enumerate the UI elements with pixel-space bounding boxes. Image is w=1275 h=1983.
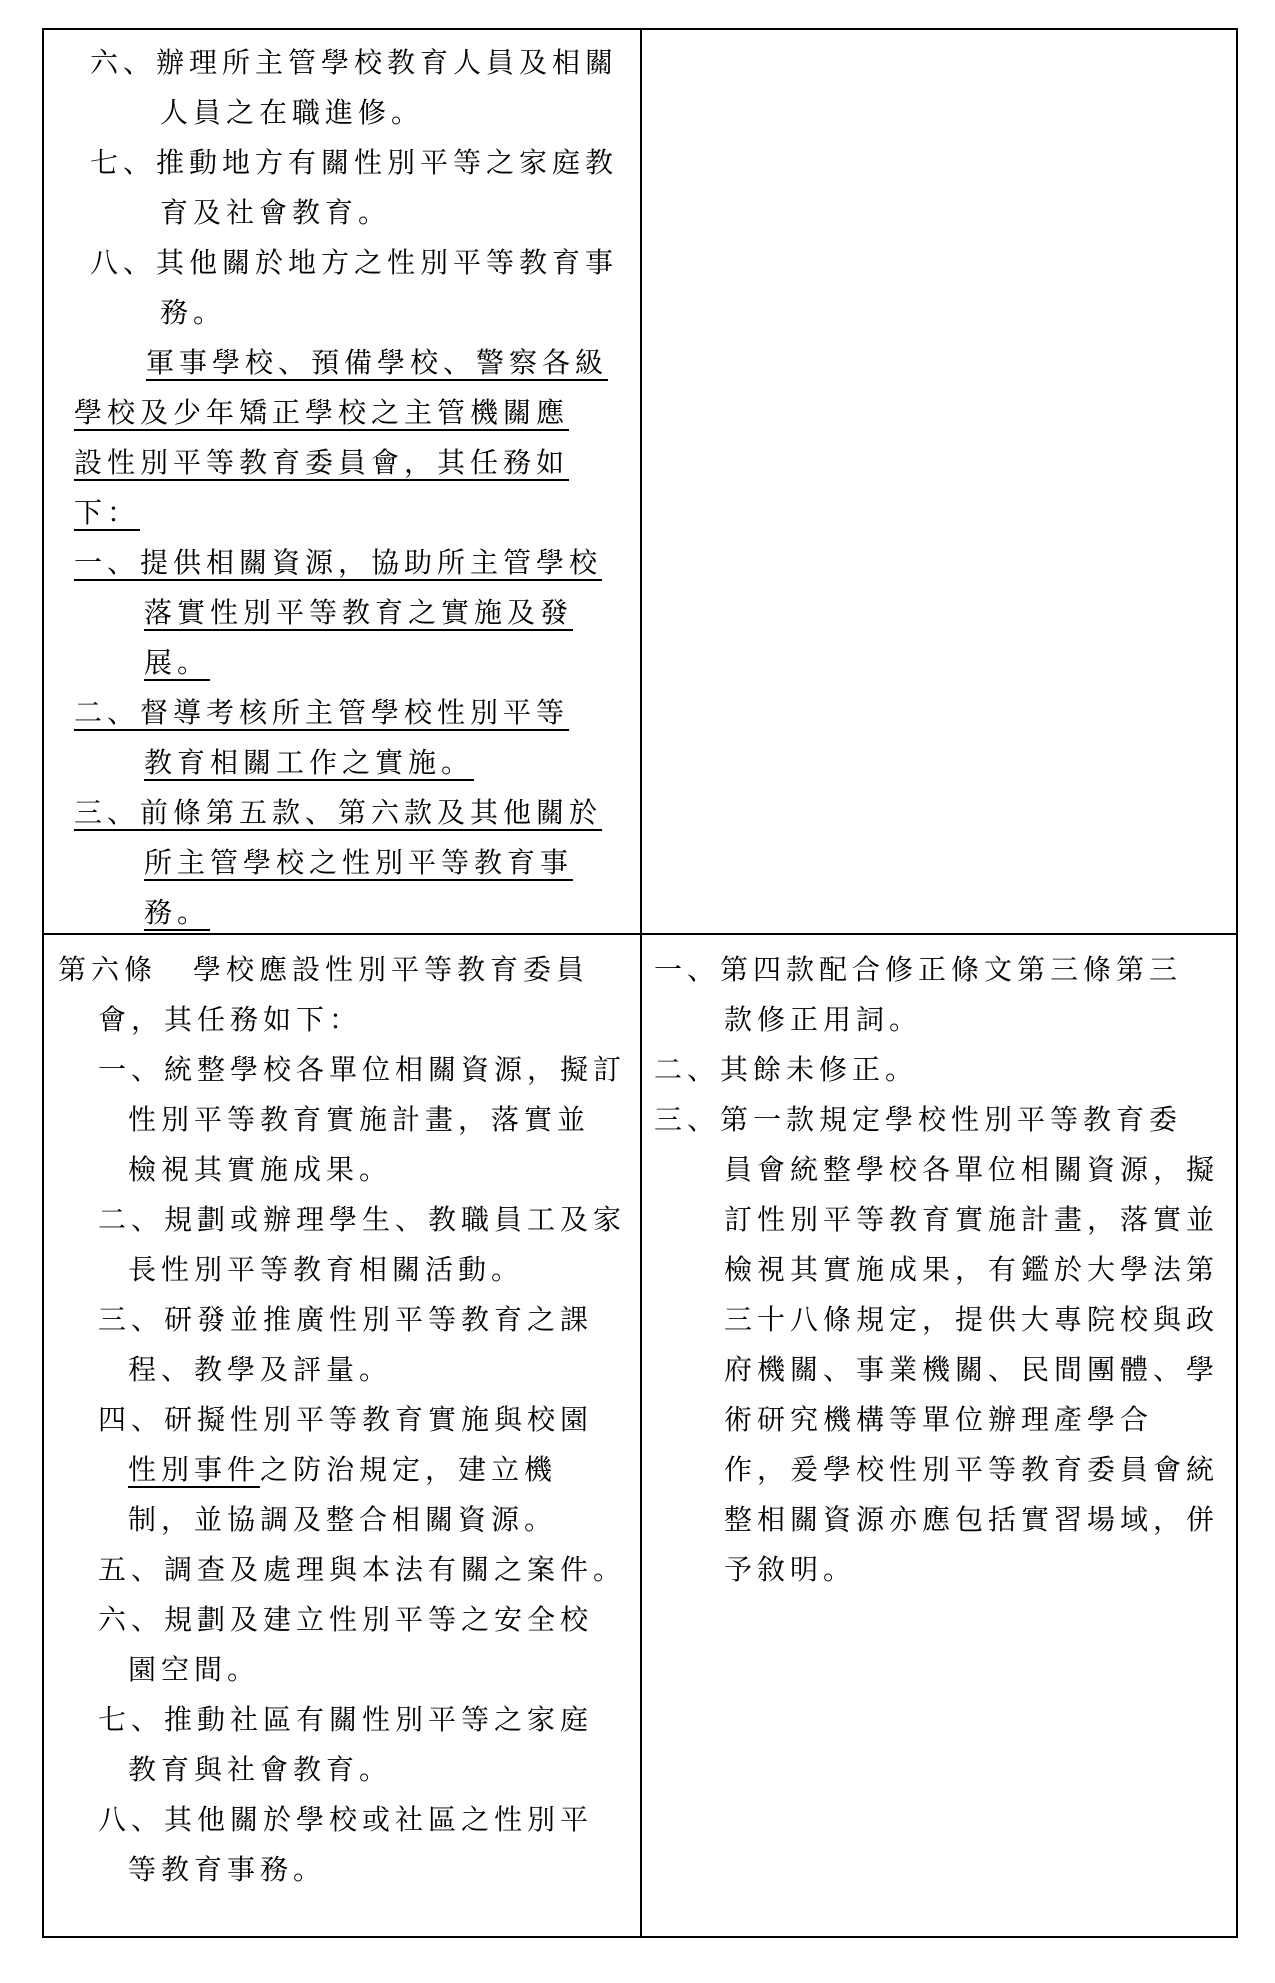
item-line: 五、調查及處理與本法有關之案件。 [98, 1553, 627, 1586]
item-line: 程、教學及評量。 [128, 1353, 393, 1386]
item-line: 檢視其實施成果。 [128, 1153, 393, 1186]
item-line: 園空間。 [128, 1653, 261, 1686]
explanation-line: 三、第一款規定學校性別平等教育委 [654, 1103, 1183, 1136]
amended-text-cell-top [44, 30, 640, 933]
item-line: 教育與社會教育。 [128, 1753, 393, 1786]
new-item-line: 一、提供相關資源，協助所主管學校 [74, 546, 603, 579]
explanation-line: 員會統整學校各單位相關資源，擬 [724, 1153, 1220, 1186]
explanation-line: 予敘明。 [724, 1553, 857, 1586]
explanation-line: 訂性別平等教育實施計畫，落實並 [724, 1203, 1220, 1236]
new-item-line: 三、前條第五款、第六款及其他關於 [74, 796, 603, 829]
article-label: 第六條 [58, 953, 158, 986]
item-line: 八、其他關於學校或社區之性別平 [98, 1803, 594, 1836]
new-item-line: 教育相關工作之實施。 [144, 746, 475, 779]
comparison-table [42, 28, 1238, 1938]
item-line: 一、統整學校各單位相關資源，擬訂 [98, 1053, 627, 1086]
new-item-line: 務。 [144, 896, 211, 929]
underlined-term: 性別事件 [128, 1453, 261, 1486]
new-item-line: 二、督導考核所主管學校性別平等 [74, 696, 570, 729]
explanation-line: 一、第四款配合修正條文第三條第三 [654, 953, 1183, 986]
item-line: 三、研發並推廣性別平等教育之課 [98, 1303, 594, 1336]
explanation-line: 檢視其實施成果，有鑑於大學法第 [724, 1253, 1220, 1286]
item-line: 性別事件之防治規定，建立機 [128, 1453, 558, 1486]
new-paragraph-line: 軍事學校、預備學校、警察各級 [146, 346, 609, 379]
new-item-line: 展。 [144, 646, 211, 679]
explanation-line: 作，爰學校性別平等教育委員會統 [724, 1453, 1220, 1486]
new-item-line: 落實性別平等教育之實施及發 [144, 596, 574, 629]
explanation-line: 款修正用詞。 [724, 1003, 923, 1036]
item-line: 人員之在職進修。 [160, 96, 425, 129]
new-paragraph-line: 學校及少年矯正學校之主管機關應 [74, 396, 570, 429]
item-line: 四、研擬性別平等教育實施與校園 [98, 1403, 594, 1436]
item-line: 八、其他關於地方之性別平等教育事 [90, 246, 619, 279]
explanation-line: 府機關、事業機關、民間團體、學 [724, 1353, 1220, 1386]
new-item-line: 所主管學校之性別平等教育事 [144, 846, 574, 879]
item-line: 務。 [160, 296, 227, 329]
explanation-line: 二、其餘未修正。 [654, 1053, 919, 1086]
current-text-cell [44, 935, 640, 1936]
item-line: 育及社會教育。 [160, 196, 392, 229]
explanation-line: 術研究機構等單位辦理產學合 [724, 1403, 1154, 1436]
explanation-line: 三十八條規定，提供大專院校與政 [724, 1303, 1220, 1336]
item-line: 七、推動社區有關性別平等之家庭 [98, 1703, 594, 1736]
item-line: 六、辦理所主管學校教育人員及相關 [90, 46, 619, 79]
item-line: 等教育事務。 [128, 1853, 327, 1886]
article-heading [58, 945, 628, 995]
item-line: 二、規劃或辦理學生、教職員工及家 [98, 1203, 627, 1236]
item-line: 性別平等教育實施計畫，落實並 [128, 1103, 591, 1136]
explanation-cell [642, 935, 1236, 1936]
item-line: 七、推動地方有關性別平等之家庭教 [90, 146, 619, 179]
item-line: 制，並協調及整合相關資源。 [128, 1503, 558, 1536]
new-paragraph-line: 下： [74, 496, 141, 529]
item-line: 長性別平等教育相關活動。 [128, 1253, 525, 1286]
article-line: 會，其任務如下： [98, 1003, 363, 1036]
item-line: 六、規劃及建立性別平等之安全校 [98, 1603, 594, 1636]
article-text: 學校應設性別平等教育委員 [193, 953, 590, 986]
new-paragraph-line: 設性別平等教育委員會，其任務如 [74, 446, 570, 479]
explanation-line: 整相關資源亦應包括實習場域，併 [724, 1503, 1220, 1536]
